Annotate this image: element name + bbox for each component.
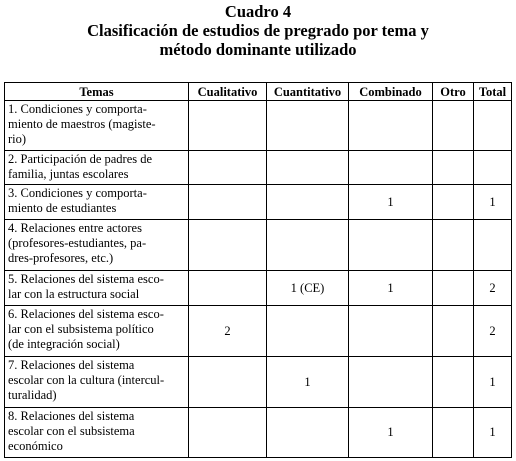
otro-cell (433, 271, 474, 306)
otro-cell (433, 357, 474, 408)
combinado-cell (349, 101, 433, 151)
tema-line: 5. Relaciones del sistema esco- (8, 272, 164, 286)
header-combinado: Combinado (349, 83, 433, 101)
tema-cell (5, 151, 189, 185)
total-cell (474, 151, 512, 185)
combinado-cell (349, 357, 433, 408)
combinado-cell: 1 (349, 408, 433, 458)
cualitativo-cell: 2 (189, 306, 267, 357)
tema-line: escolar con el subsistema (8, 424, 135, 438)
combinado-cell: 1 (349, 185, 433, 220)
tema-cell (5, 220, 189, 271)
table-row (5, 306, 512, 357)
combinado-cell: 1 (349, 271, 433, 306)
tema-cell (5, 185, 189, 220)
total-cell: 2 (474, 306, 512, 357)
cuantitativo-cell: 1 (CE) (267, 271, 349, 306)
total-cell (474, 220, 512, 271)
tema-cell (5, 306, 189, 357)
tema-cell (5, 357, 189, 408)
caption-title-line-2: método dominante utilizado (159, 40, 357, 59)
cualitativo-cell (189, 151, 267, 185)
tema-line: 2. Participación de padres de (8, 152, 153, 166)
tema-line: escolar con la cultura (intercul- (8, 373, 165, 387)
tema-line: económico (8, 439, 63, 453)
cuantitativo-cell (267, 151, 349, 185)
cualitativo-cell (189, 220, 267, 271)
cuantitativo-cell (267, 220, 349, 271)
tema-line: 3. Condiciones y comporta- (8, 186, 147, 200)
cuantitativo-cell (267, 185, 349, 220)
total-cell (474, 101, 512, 151)
header-otro: Otro (433, 83, 474, 101)
tema-line: (de integración social) (8, 337, 120, 351)
header-temas: Temas (5, 83, 189, 101)
tema-line: turalidad) (8, 388, 57, 402)
cualitativo-cell (189, 357, 267, 408)
table-row (5, 271, 512, 306)
header-cualitativo: Cualitativo (189, 83, 267, 101)
header-total: Total (474, 83, 512, 101)
otro-cell (433, 306, 474, 357)
header-cuantitativo: Cuantitativo (267, 83, 349, 101)
total-cell: 1 (474, 185, 512, 220)
tema-line: 4. Relaciones entre actores (8, 221, 142, 235)
total-cell: 1 (474, 357, 512, 408)
table-row (5, 357, 512, 408)
table-row (5, 185, 512, 220)
table-row (5, 151, 512, 185)
total-cell: 2 (474, 271, 512, 306)
cuantitativo-cell (267, 101, 349, 151)
otro-cell (433, 151, 474, 185)
tema-line: miento de estudiantes (8, 201, 117, 215)
tema-line: 6. Relaciones del sistema esco- (8, 307, 164, 321)
table-caption (0, 2, 516, 59)
cualitativo-cell (189, 101, 267, 151)
cuantitativo-cell (267, 306, 349, 357)
cuantitativo-cell: 1 (267, 357, 349, 408)
table-row (5, 101, 512, 151)
tema-cell (5, 271, 189, 306)
combinado-cell (349, 306, 433, 357)
tema-line: rio) (8, 132, 27, 146)
otro-cell (433, 101, 474, 151)
table-header-row (5, 83, 512, 101)
cualitativo-cell (189, 271, 267, 306)
otro-cell (433, 408, 474, 458)
tema-line: miento de maestros (magiste- (8, 117, 156, 131)
classification-table (4, 82, 512, 458)
combinado-cell (349, 220, 433, 271)
tema-line: lar con la estructura social (8, 287, 140, 301)
caption-title-line-1: Clasificación de estudios de pregrado por tema y (87, 21, 429, 40)
cuantitativo-cell (267, 408, 349, 458)
table-row (5, 408, 512, 458)
cualitativo-cell (189, 185, 267, 220)
caption-number: Cuadro 4 (224, 2, 292, 21)
total-cell: 1 (474, 408, 512, 458)
tema-line: lar con el subsistema político (8, 322, 154, 336)
otro-cell (433, 220, 474, 271)
tema-line: 7. Relaciones del sistema (8, 358, 135, 372)
combinado-cell (349, 151, 433, 185)
tema-line: 1. Condiciones y comporta- (8, 102, 147, 116)
tema-cell (5, 408, 189, 458)
tema-line: dres-profesores, etc.) (8, 251, 114, 265)
otro-cell (433, 185, 474, 220)
table-row (5, 220, 512, 271)
tema-cell (5, 101, 189, 151)
tema-line: familia, juntas escolares (8, 167, 129, 181)
tema-line: 8. Relaciones del sistema (8, 409, 135, 423)
cualitativo-cell (189, 408, 267, 458)
tema-line: (profesores-estudiantes, pa- (8, 236, 147, 250)
